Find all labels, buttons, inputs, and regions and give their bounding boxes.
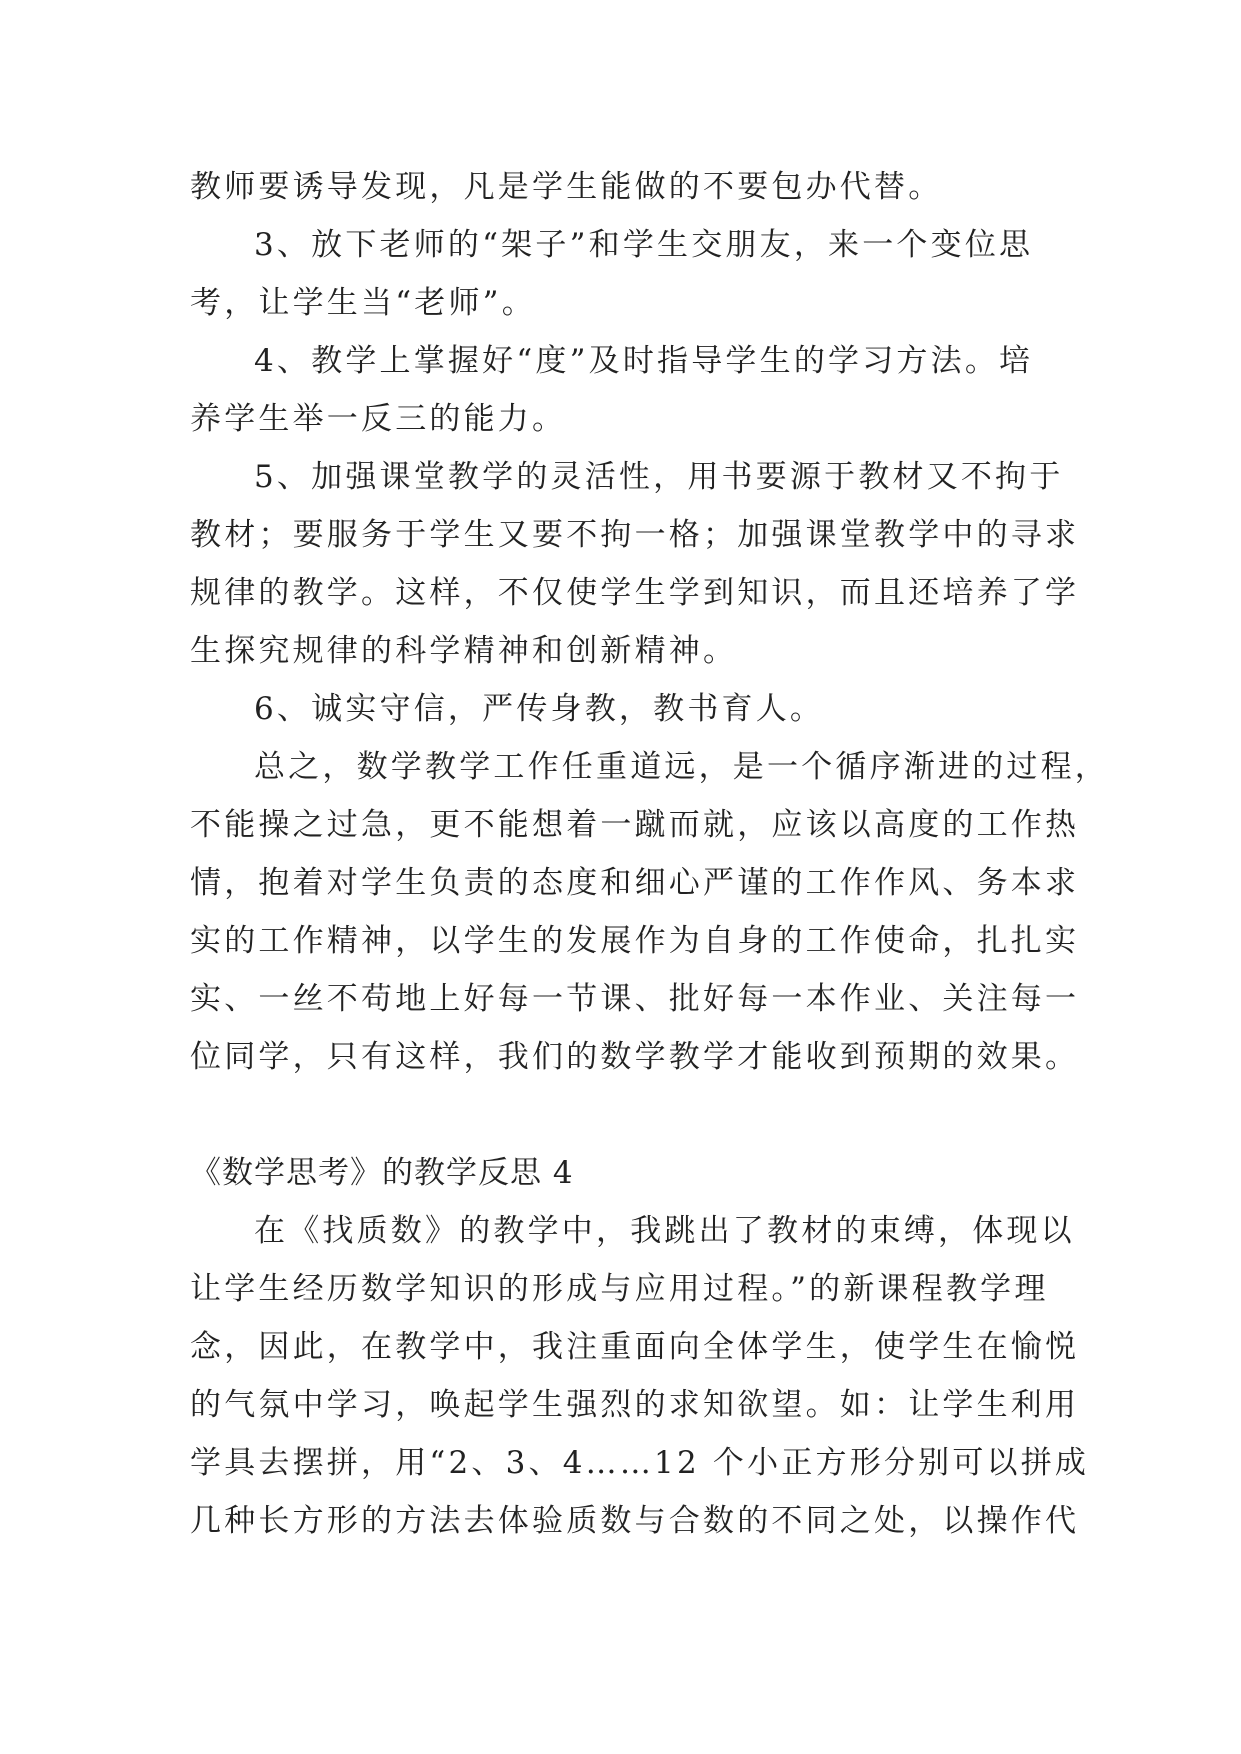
section-paragraph-start: 在《找质数》的教学中，我跳出了教材的束缚，体现以	[254, 1213, 1075, 1249]
section-spacer	[190, 1086, 1070, 1144]
body-line: 教师要诱导发现，凡是学生能做的不要包办代替。	[190, 169, 943, 205]
list-item-5: 5、加强课堂教学的灵活性，用书要源于教材又不拘于	[254, 459, 1064, 495]
summary-paragraph-start: 总之，数学教学工作任重道远，是一个循序渐进的过程，	[254, 749, 1109, 785]
body-line: 规律的教学。这样，不仅使学生学到知识，而且还培养了学	[190, 575, 1080, 611]
list-item-3: 3、放下老师的“架子”和学生交朋友，来一个变位思	[254, 227, 1034, 263]
body-line: 实的工作精神，以学生的发展作为自身的工作使命，扎扎实	[190, 923, 1080, 959]
section-heading: 《数学思考》的教学反思 4	[190, 1155, 574, 1191]
body-line: 位同学，只有这样，我们的数学教学才能收到预期的效果。	[190, 1039, 1080, 1075]
body-line: 让学生经历数学知识的形成与应用过程。”的新课程教学理	[190, 1271, 1049, 1307]
body-line: 教材；要服务于学生又要不拘一格；加强课堂教学中的寻求	[190, 517, 1080, 553]
list-item-6: 6、诚实守信，严传身教，教书育人。	[254, 691, 825, 727]
body-line: 念，因此，在教学中，我注重面向全体学生，使学生在愉悦	[190, 1329, 1080, 1365]
body-line: 养学生举一反三的能力。	[190, 401, 567, 437]
body-line: 几种长方形的方法去体验质数与合数的不同之处，以操作代	[190, 1503, 1080, 1539]
body-line: 学具去摆拼，用“2、3、4……12 个小正方形分别可以拼成	[190, 1445, 1090, 1481]
body-line: 情，抱着对学生负责的态度和细心严谨的工作作风、务本求	[190, 865, 1080, 901]
list-item-4: 4、教学上掌握好“度”及时指导学生的学习方法。培	[254, 343, 1034, 379]
body-line: 考，让学生当“老师”。	[190, 285, 536, 321]
document-body	[190, 158, 1109, 1550]
body-line: 实、一丝不苟地上好每一节课、批好每一本作业、关注每一	[190, 981, 1080, 1017]
body-line: 生探究规律的科学精神和创新精神。	[190, 633, 738, 669]
body-line: 不能操之过急，更不能想着一蹴而就，应该以高度的工作热	[190, 807, 1080, 843]
body-line: 的气氛中学习，唤起学生强烈的求知欲望。如：让学生利用	[190, 1387, 1080, 1423]
